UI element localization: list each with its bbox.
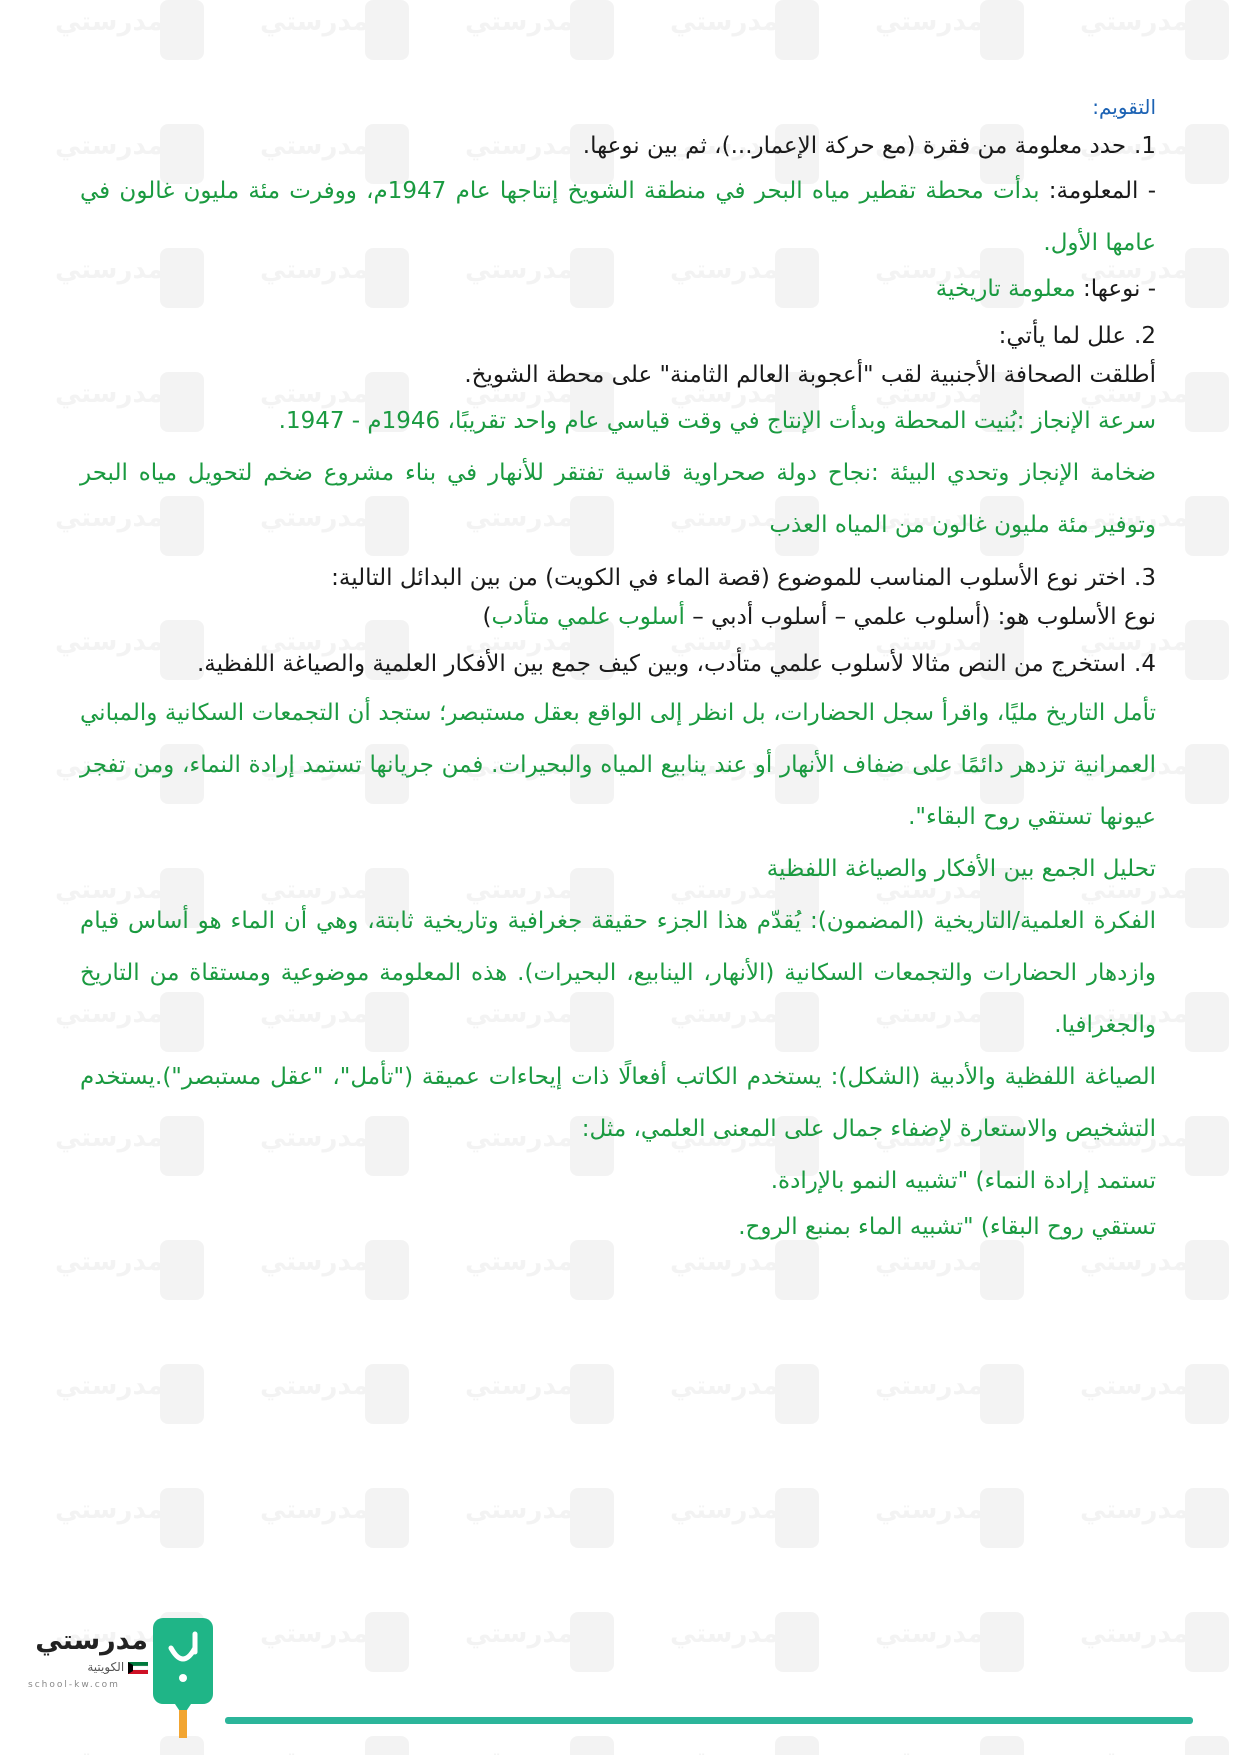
watermark-logo-mark	[570, 0, 614, 60]
question-3	[80, 559, 1156, 597]
answer-info	[80, 165, 1156, 269]
watermark-logo-mark	[365, 1364, 409, 1424]
footer-divider	[225, 1717, 1193, 1724]
logo-url: school-kw.com	[28, 1680, 120, 1690]
watermark-logo-mark	[1185, 1116, 1229, 1176]
watermark-text	[875, 7, 984, 37]
analysis-title: تحليل الجمع بين الأفكار والصياغة اللفظية	[766, 856, 1156, 882]
watermark-logo-mark	[1185, 620, 1229, 680]
logo-mark-icon	[153, 1618, 215, 1740]
school-logo	[28, 1618, 218, 1743]
watermark-logo-mark	[160, 0, 204, 60]
question-number: 1 .	[1134, 127, 1156, 165]
watermark-logo-mark	[1185, 248, 1229, 308]
question-number: 3 .	[1134, 559, 1156, 597]
answer-text: بدأت محطة تقطير مياه البحر في منطقة الشويخ إنتاجها عام 1947م، ووفرت مئة مليون غالون في عامها الأول.	[80, 178, 1156, 256]
watermark-text	[670, 7, 779, 37]
logo-text	[28, 1626, 148, 1690]
watermark-logo-mark	[980, 0, 1024, 60]
watermark-text	[55, 1371, 164, 1401]
watermark-logo-mark	[775, 1240, 819, 1300]
style-close: )	[482, 604, 492, 630]
question-text: حدد معلومة من فقرة (مع حركة الإعمار...)، ثم بين نوعها.	[582, 133, 1127, 159]
watermark-text	[260, 1371, 369, 1401]
kuwait-flag-icon	[128, 1662, 148, 1674]
watermark-text	[465, 1495, 574, 1525]
watermark-text	[670, 1247, 779, 1277]
answer-label: - المعلومة:	[1039, 178, 1156, 204]
answer-text: ضخامة الإنجاز وتحدي البيئة :نجاح دولة صحراوية قاسية تفتقر للأنهار في بناء مشروع ضخم لتحويل مياه البحر وتوفير مئة مليون غالون من المياه العذب	[80, 460, 1156, 538]
watermark-logo-mark	[775, 1736, 819, 1755]
answer-text: معلومة تاريخية	[935, 276, 1076, 302]
analysis-idea: الفكرة العلمية/التاريخية (المضمون): يُقدّم هذا الجزء حقيقة جغرافية وتاريخية ثابتة، وهي أن الماء هو أساس قيام وازدهار الحضارات والتجمعات السكانية (الأنهار، الينابيع، البحيرات). هذه المعلومة موضوعية ومستقاة من التاريخ والجغرافيا.	[80, 908, 1156, 1038]
analysis-form: الصياغة اللفظية والأدبية (الشكل): يستخدم الكاتب أفعالًا ذات إيحاءات عميقة ("تأمل"، "عقل مستبصر").يستخدم التشخيص والاستعارة لإضفاء جمال على المعنى العلمي، مثل:	[80, 1064, 1156, 1142]
logo-title: مدرستي	[35, 1625, 148, 1656]
watermark-logo-mark	[980, 1736, 1024, 1755]
watermark-logo-mark	[980, 1488, 1024, 1548]
watermark-text	[465, 1619, 574, 1649]
watermark-logo-mark	[365, 1612, 409, 1672]
logo-subtitle: الكويتية	[28, 1660, 148, 1674]
answer-text: أسلوب علمي متأدب	[491, 604, 685, 630]
question-4	[80, 645, 1156, 683]
answer-quote: تأمل التاريخ مليًا، واقرأ سجل الحضارات، بل انظر إلى الواقع بعقل مستبصر؛ ستجد أن التجمعات السكانية والمباني العمرانية تزدهر دائمًا على ضفاف الأنهار أو عند ينابيع المياه والبحيرات. فمن جريانها تستمد إرادة النماء، ومن تفجر عيونها تستقي روح البقاء".	[80, 700, 1156, 830]
watermark-logo-mark	[365, 1240, 409, 1300]
watermark-logo-mark	[160, 1364, 204, 1424]
watermark-logo-mark	[365, 0, 409, 60]
watermark-text	[260, 7, 369, 37]
question-text: علل لما يأتي:	[998, 323, 1127, 349]
watermark-text	[260, 1247, 369, 1277]
watermark-text	[465, 1247, 574, 1277]
watermark-logo-mark	[570, 1612, 614, 1672]
style-options: نوع الأسلوب هو: (أسلوب علمي – أسلوب أدبي –	[684, 604, 1156, 630]
watermark-logo-mark	[980, 1364, 1024, 1424]
watermark-text	[55, 1743, 164, 1755]
watermark-text	[1080, 1247, 1189, 1277]
watermark-text	[260, 1743, 369, 1755]
watermark-text	[465, 7, 574, 37]
watermark-logo-mark	[1185, 1240, 1229, 1300]
watermark-text	[260, 1619, 369, 1649]
watermark-logo-mark	[1185, 0, 1229, 60]
watermark-logo-mark	[570, 1364, 614, 1424]
example-item: تستمد إرادة النماء) "تشبيه النمو بالإرادة.	[770, 1168, 1156, 1194]
watermark-logo-mark	[570, 1488, 614, 1548]
watermark-logo-mark	[775, 1612, 819, 1672]
watermark-text	[55, 1495, 164, 1525]
watermark-logo-mark	[980, 1612, 1024, 1672]
watermark-text	[670, 1495, 779, 1525]
watermark-text	[1080, 1619, 1189, 1649]
section-heading: التقويم:	[1092, 95, 1156, 119]
watermark-text	[55, 1247, 164, 1277]
watermark-logo-mark	[980, 1240, 1024, 1300]
watermark-text	[1080, 1371, 1189, 1401]
watermark-text	[875, 1247, 984, 1277]
watermark-text	[1080, 1743, 1189, 1755]
watermark-logo-mark	[1185, 744, 1229, 804]
watermark-logo-mark	[1185, 1488, 1229, 1548]
watermark-text	[875, 1743, 984, 1755]
answer-label: - نوعها:	[1075, 276, 1156, 302]
answer-type	[80, 269, 1156, 309]
question-number: 4 .	[1134, 645, 1156, 683]
watermark-text	[875, 1619, 984, 1649]
watermark-logo-mark	[570, 1240, 614, 1300]
question-statement: أطلقت الصحافة الأجنبية لقب "أعجوبة العالم الثامنة" على محطة الشويخ.	[464, 362, 1156, 388]
watermark-text	[465, 1371, 574, 1401]
document-body	[80, 95, 1156, 1247]
example-item: تستقي روح البقاء) "تشبيه الماء بمنبع الروح.	[738, 1214, 1156, 1240]
watermark-text	[465, 1743, 574, 1755]
watermark-logo-mark	[1185, 868, 1229, 928]
answer-style-line	[80, 597, 1156, 637]
watermark-logo-mark	[1185, 992, 1229, 1052]
watermark-text	[1080, 7, 1189, 37]
watermark-text	[260, 1495, 369, 1525]
watermark-text	[670, 1371, 779, 1401]
watermark-logo-mark	[775, 1488, 819, 1548]
watermark-logo-mark	[365, 1736, 409, 1755]
watermark-logo-mark	[775, 1364, 819, 1424]
watermark-text	[55, 7, 164, 37]
watermark-text	[670, 1743, 779, 1755]
question-text: اختر نوع الأسلوب المناسب للموضوع (قصة الماء في الكويت) من بين البدائل التالية:	[331, 565, 1127, 591]
watermark-logo-mark	[160, 1240, 204, 1300]
watermark-logo-mark	[1185, 372, 1229, 432]
watermark-text	[1080, 1495, 1189, 1525]
question-2	[80, 317, 1156, 355]
watermark-text	[875, 1371, 984, 1401]
question-number: 2 .	[1134, 317, 1156, 355]
watermark-logo-mark	[365, 1488, 409, 1548]
watermark-logo-mark	[1185, 1612, 1229, 1672]
watermark-logo-mark	[1185, 496, 1229, 556]
question-1	[80, 127, 1156, 165]
watermark-logo-mark	[1185, 124, 1229, 184]
watermark-text	[875, 1495, 984, 1525]
watermark-logo-mark	[570, 1736, 614, 1755]
watermark-logo-mark	[1185, 1364, 1229, 1424]
watermark-text	[670, 1619, 779, 1649]
answer-text: سرعة الإنجاز :بُنيت المحطة وبدأت الإنتاج في وقت قياسي عام واحد تقريبًا، 1946م - 1947.	[278, 408, 1156, 434]
watermark-logo-mark	[160, 1488, 204, 1548]
watermark-logo-mark	[1185, 1736, 1229, 1755]
watermark-logo-mark	[775, 0, 819, 60]
question-text: استخرج من النص مثالا لأسلوب علمي متأدب، وبين كيف جمع بين الأفكار العلمية والصياغة اللفظية.	[196, 651, 1127, 677]
